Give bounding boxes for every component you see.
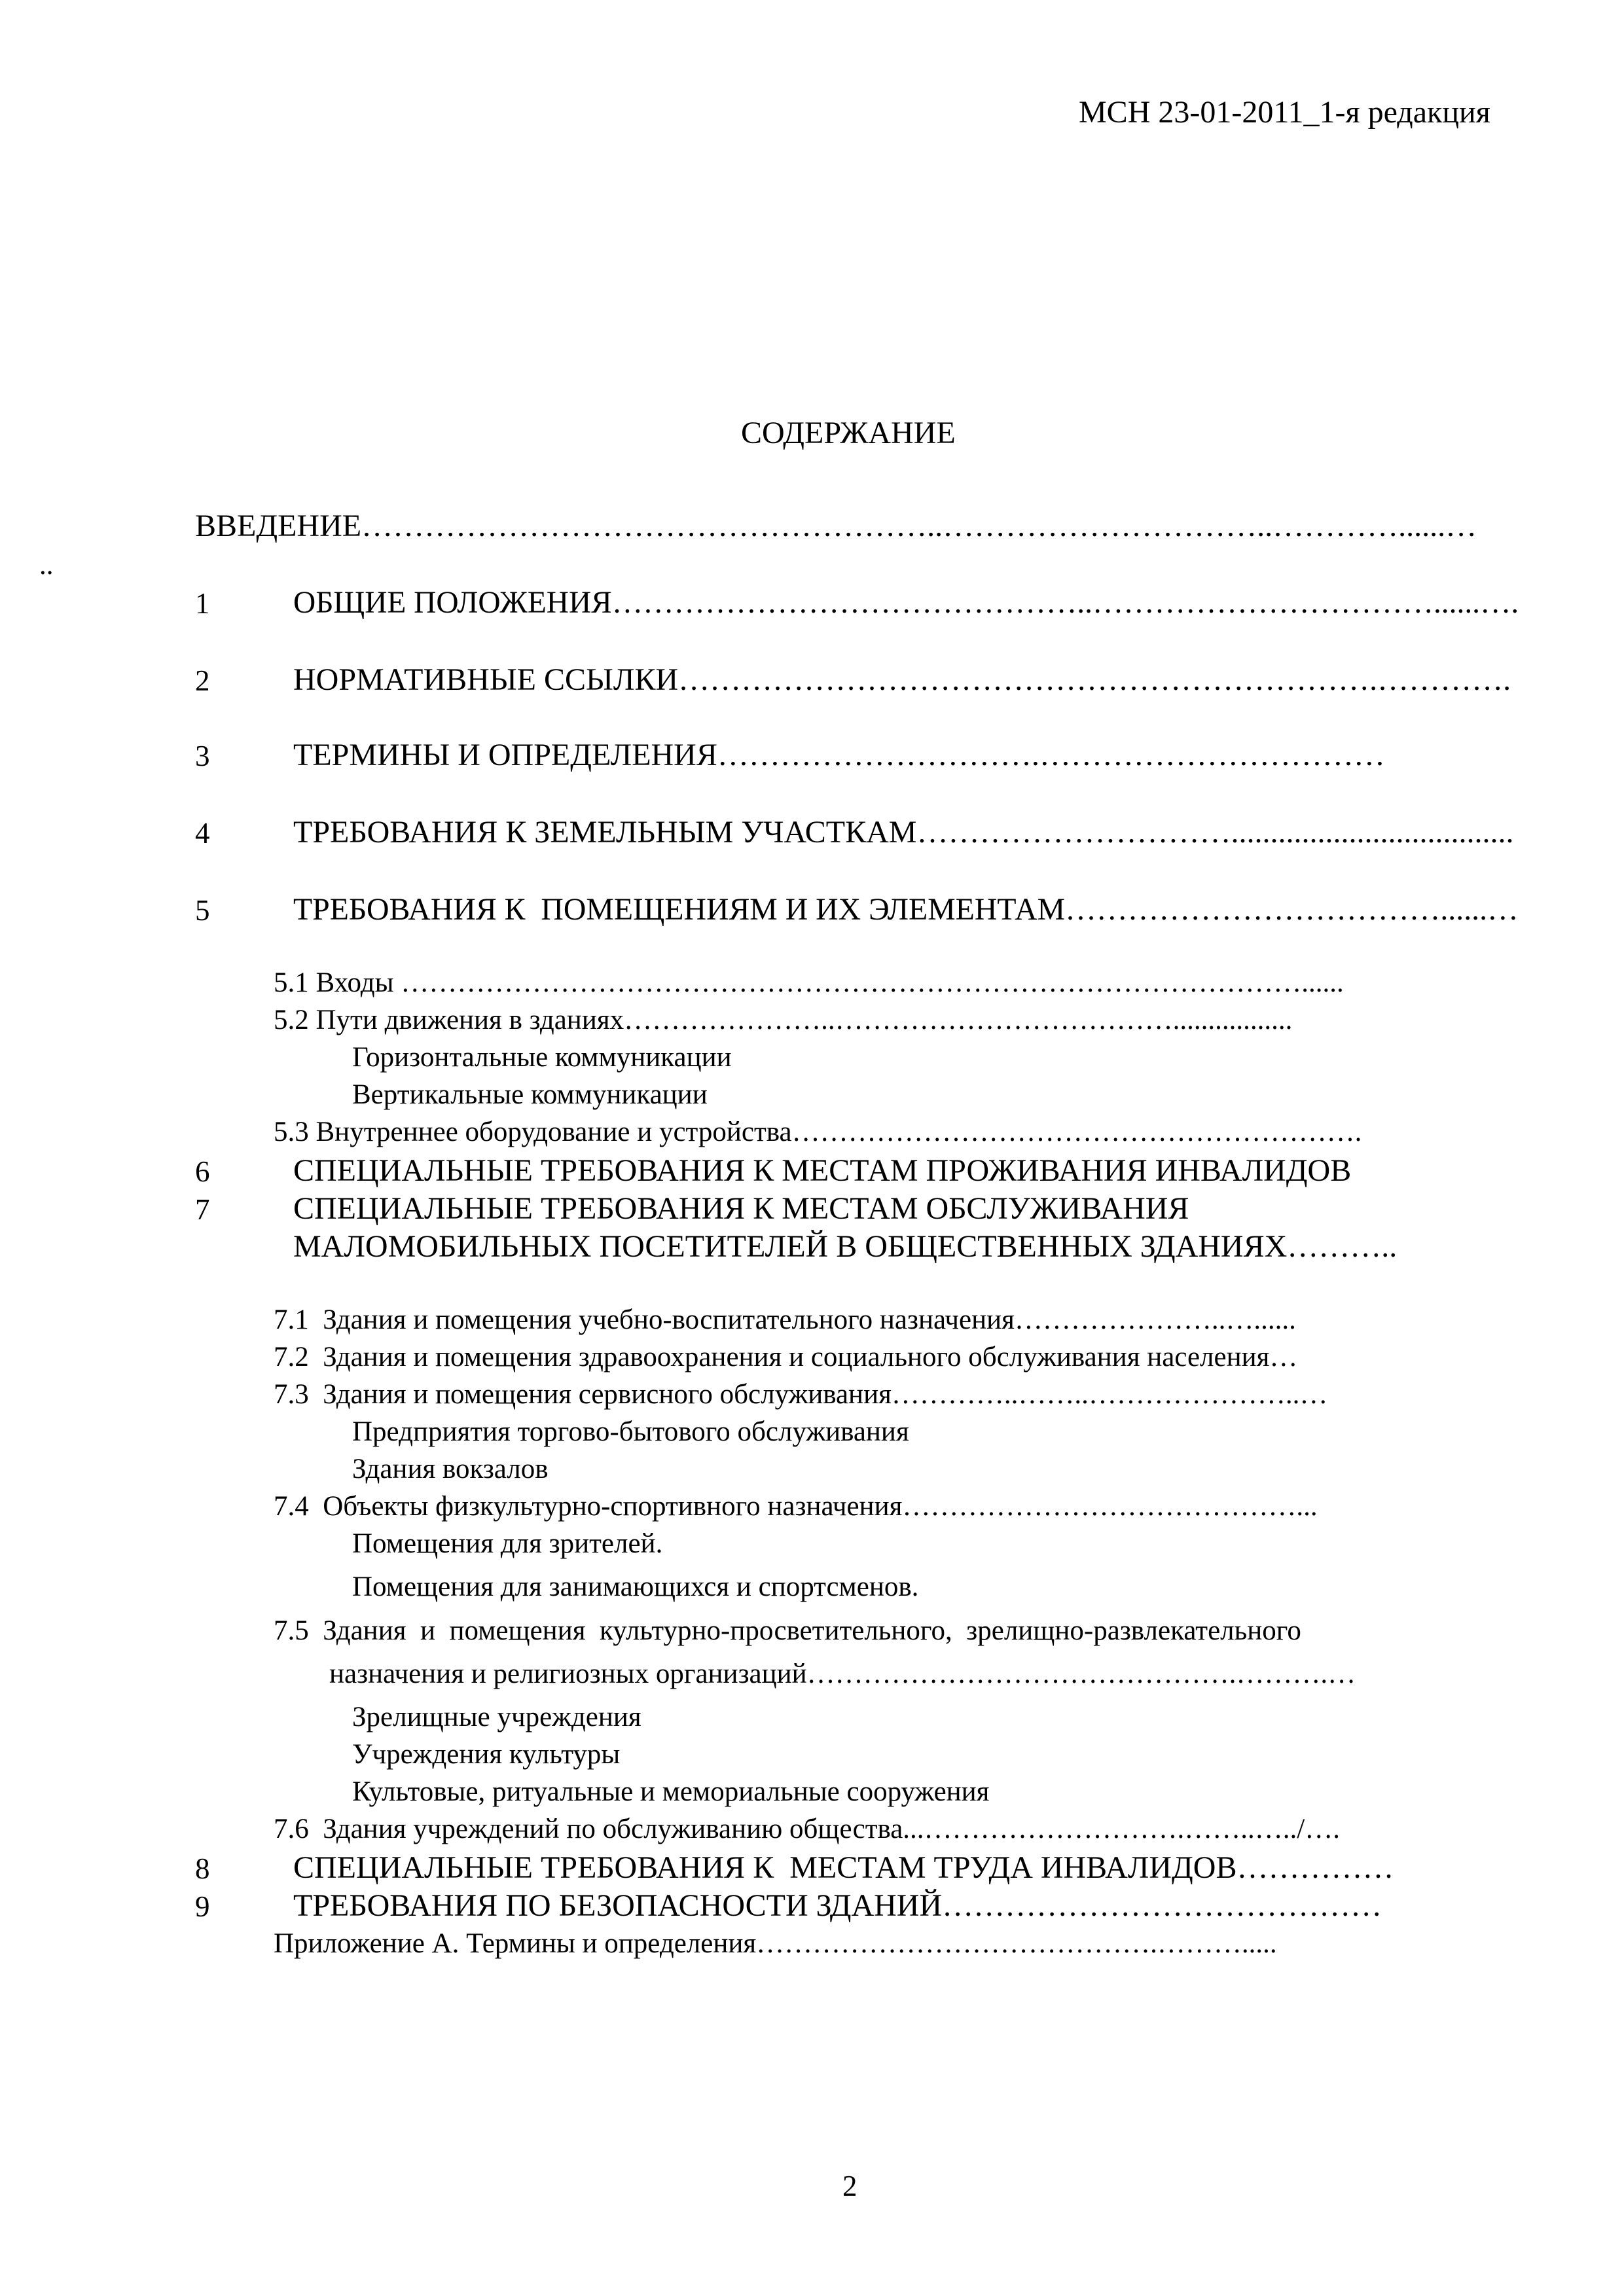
toc-entry-7-3-stations[interactable]: Здания вокзалов xyxy=(352,1454,549,1484)
toc-entry-7-4-spectators[interactable]: Помещения для зрителей. xyxy=(352,1528,663,1559)
toc-entry-8-number: 8 xyxy=(195,1852,210,1885)
toc-entry-7-6[interactable]: 7.6 Здания учреждений по обслуживанию общества...……………………….……..…../…. xyxy=(274,1814,1341,1844)
toc-entry-3[interactable]: ТЕРМИНЫ И ОПРЕДЕЛЕНИЯ………………………….…………………………… xyxy=(293,738,1385,772)
toc-entry-7-number: 7 xyxy=(195,1193,210,1226)
toc-entry-5-3[interactable]: 5.3 Внутреннее оборудование и устройства……………………………………………………. xyxy=(274,1117,1362,1147)
toc-entry-7-4[interactable]: 7.4 Объекты физкультурно-спортивного назначения……………………………………... xyxy=(274,1491,1318,1522)
toc-entry-1[interactable]: ОБЩИЕ ПОЛОЖЕНИЯ………………………………………..……………………………......…. xyxy=(293,585,1519,620)
toc-entry-7-5-line-1[interactable]: 7.5 Здания и помещения культурно-просветительного, зрелищно-развлекательного xyxy=(274,1615,1301,1646)
toc-entry-7-1[interactable]: 7.1 Здания и помещения учебно-воспитательного назначения…………………..…...... xyxy=(274,1304,1296,1335)
toc-entry-2[interactable]: НОРМАТИВНЫЕ ССЫЛКИ………………………………………………………….…………. xyxy=(293,662,1511,697)
toc-entry-7-2[interactable]: 7.2 Здания и помещения здравоохранения и социального обслуживания населения… xyxy=(274,1342,1298,1372)
toc-entry-7-line-1[interactable]: СПЕЦИАЛЬНЫЕ ТРЕБОВАНИЯ К МЕСТАМ ОБСЛУЖИВАНИЯ xyxy=(293,1191,1189,1226)
toc-entry-1-number: 1 xyxy=(195,587,210,620)
toc-entry-5[interactable]: ТРЕБОВАНИЯ К ПОМЕЩЕНИЯМ И ИХ ЭЛЕМЕНТАМ………………………………......… xyxy=(293,892,1519,927)
toc-entry-6-number: 6 xyxy=(195,1155,210,1188)
toc-entry-7-3[interactable]: 7.3 Здания и помещения сервисного обслуживания…………..……..…………………..… xyxy=(274,1379,1328,1410)
toc-entry-5-number: 5 xyxy=(195,894,210,927)
toc-entry-5-1[interactable]: 5.1 Входы ……………………………………………………………………………………...... xyxy=(274,967,1344,998)
toc-entry-introduction[interactable]: ВВЕДЕНИЕ………………………………………………..…………………………..…………......… xyxy=(195,509,1477,543)
toc-entry-5-2-vertical[interactable]: Вертикальные коммуникации xyxy=(352,1079,708,1110)
toc-entry-7-5-culture[interactable]: Учреждения культуры xyxy=(352,1739,621,1770)
toc-entry-4[interactable]: ТРЕБОВАНИЯ К ЗЕМЕЛЬНЫМ УЧАСТКАМ………………………….................................... xyxy=(293,815,1514,850)
toc-entry-6[interactable]: СПЕЦИАЛЬНЫЕ ТРЕБОВАНИЯ К МЕСТАМ ПРОЖИВАНИЯ ИНВАЛИДОВ xyxy=(293,1153,1352,1188)
toc-entry-9[interactable]: ТРЕБОВАНИЯ ПО БЕЗОПАСНОСТИ ЗДАНИЙ…………………………………… xyxy=(293,1888,1382,1923)
toc-entry-2-number: 2 xyxy=(195,664,210,697)
stray-mark: .. xyxy=(39,550,54,581)
toc-entry-5-2-horizontal[interactable]: Горизонтальные коммуникации xyxy=(352,1042,732,1073)
toc-entry-7-5-religious[interactable]: Культовые, ритуальные и мемориальные сооружения xyxy=(352,1776,990,1807)
toc-entry-9-number: 9 xyxy=(195,1890,210,1923)
toc-entry-3-number: 3 xyxy=(195,740,210,772)
toc-entry-7-4-athletes[interactable]: Помещения для занимающихся и спортсменов. xyxy=(352,1571,919,1602)
document-id-header: МСН 23-01-2011_1-я редакция xyxy=(1079,95,1490,130)
toc-entry-5-2[interactable]: 5.2 Пути движения в зданиях…………………..………………………………................. xyxy=(274,1005,1293,1035)
toc-entry-7-3-trade[interactable]: Предприятия торгово-бытового обслуживания xyxy=(352,1416,909,1447)
toc-entry-appendix-a[interactable]: Приложение А. Термины и определения…………………………………….………..... xyxy=(274,1928,1277,1959)
toc-entry-7-5-entertainment[interactable]: Зрелищные учреждения xyxy=(352,1702,641,1732)
page-number: 2 xyxy=(842,2170,857,2202)
toc-entry-4-number: 4 xyxy=(195,817,210,850)
toc-entry-8[interactable]: СПЕЦИАЛЬНЫЕ ТРЕБОВАНИЯ К МЕСТАМ ТРУДА ИНВАЛИДОВ…………… xyxy=(293,1850,1394,1885)
toc-entry-7-line-2[interactable]: МАЛОМОБИЛЬНЫХ ПОСЕТИТЕЛЕЙ В ОБЩЕСТВЕННЫХ ЗДАНИЯХ……….. xyxy=(293,1229,1398,1264)
toc-title: СОДЕРЖАНИЕ xyxy=(741,416,956,450)
toc-entry-7-5-line-2[interactable]: назначения и религиозных организаций……………………………………….……….… xyxy=(329,1659,1356,1689)
